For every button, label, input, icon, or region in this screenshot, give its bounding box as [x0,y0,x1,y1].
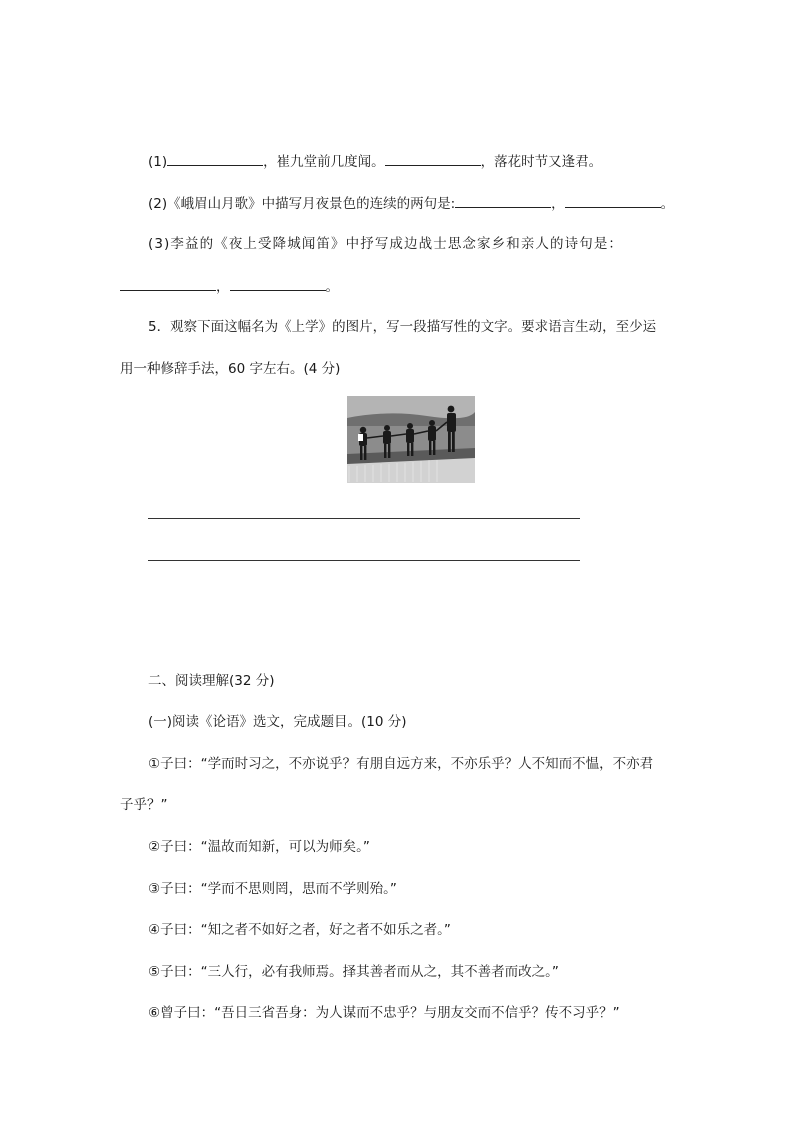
q4-2-separator: ， [551,196,565,212]
q5-line-1: 5．观察下面这幅名为《上学》的图片，写一段描写性的文字。要求语言生动，至少运 [148,319,657,335]
q4-2-text: (2)《峨眉山月歌》中描写月夜景色的连续的两句是: [148,196,456,212]
answer-blank[interactable] [230,276,326,291]
photo-illustration [347,396,475,483]
answer-line[interactable] [148,518,580,519]
q4-line-1 [148,151,602,171]
answer-blank[interactable] [120,276,216,291]
answer-blank[interactable] [565,193,661,208]
q4-1-label: (1) [148,154,168,170]
q4-2-end: 。 [660,196,675,212]
passage-line-5: ⑤子曰：“三人行，必有我师焉。择其善者而从之，其不善者而改之。” [148,964,559,980]
passage-line-4: ④子曰：“知之者不如好之者，好之者不如乐之者。” [148,922,451,938]
passage-line-6: ⑥曾子曰：“吾日三省吾身：为人谋而不忠乎？与朋友交而不信乎？传不习乎？” [148,1005,620,1021]
q4-1-suffix-text: ，落花时节又逢君。 [480,154,603,170]
q4-4-separator: ， [216,279,230,295]
subsection-heading: (一)阅读《论语》选文，完成题目。(10 分) [148,714,407,730]
passage-line-1-cont: 子乎？” [120,797,168,813]
section-heading: 二、阅读理解(32 分) [148,673,275,689]
q4-line-2 [148,193,674,213]
q4-1-middle-text: ，崔九堂前几度闻。 [263,154,385,170]
answer-blank[interactable] [385,151,481,166]
q4-4-end: 。 [325,279,339,295]
passage-line-3: ③子曰：“学而不思则罔，思而不学则殆。” [148,881,397,897]
q4-3-text: (3)李益的《夜上受降城闻笛》中抒写成边战士思念家乡和亲人的诗句是： [148,236,624,252]
q4-line-4 [120,276,339,296]
q4-line-3 [148,235,623,253]
school-walk-photo [347,396,475,483]
passage-line-2: ②子曰：“温故而知新，可以为师矣。” [148,839,370,855]
answer-line[interactable] [148,560,580,561]
q5-line-2: 用一种修辞手法，60 字左右。(4 分) [120,361,341,377]
passage-line-1: ①子曰：“学而时习之，不亦说乎？有朋自远方来，不亦乐乎？人不知而不愠，不亦君 [148,756,654,772]
answer-blank[interactable] [167,151,263,166]
answer-blank[interactable] [455,193,551,208]
